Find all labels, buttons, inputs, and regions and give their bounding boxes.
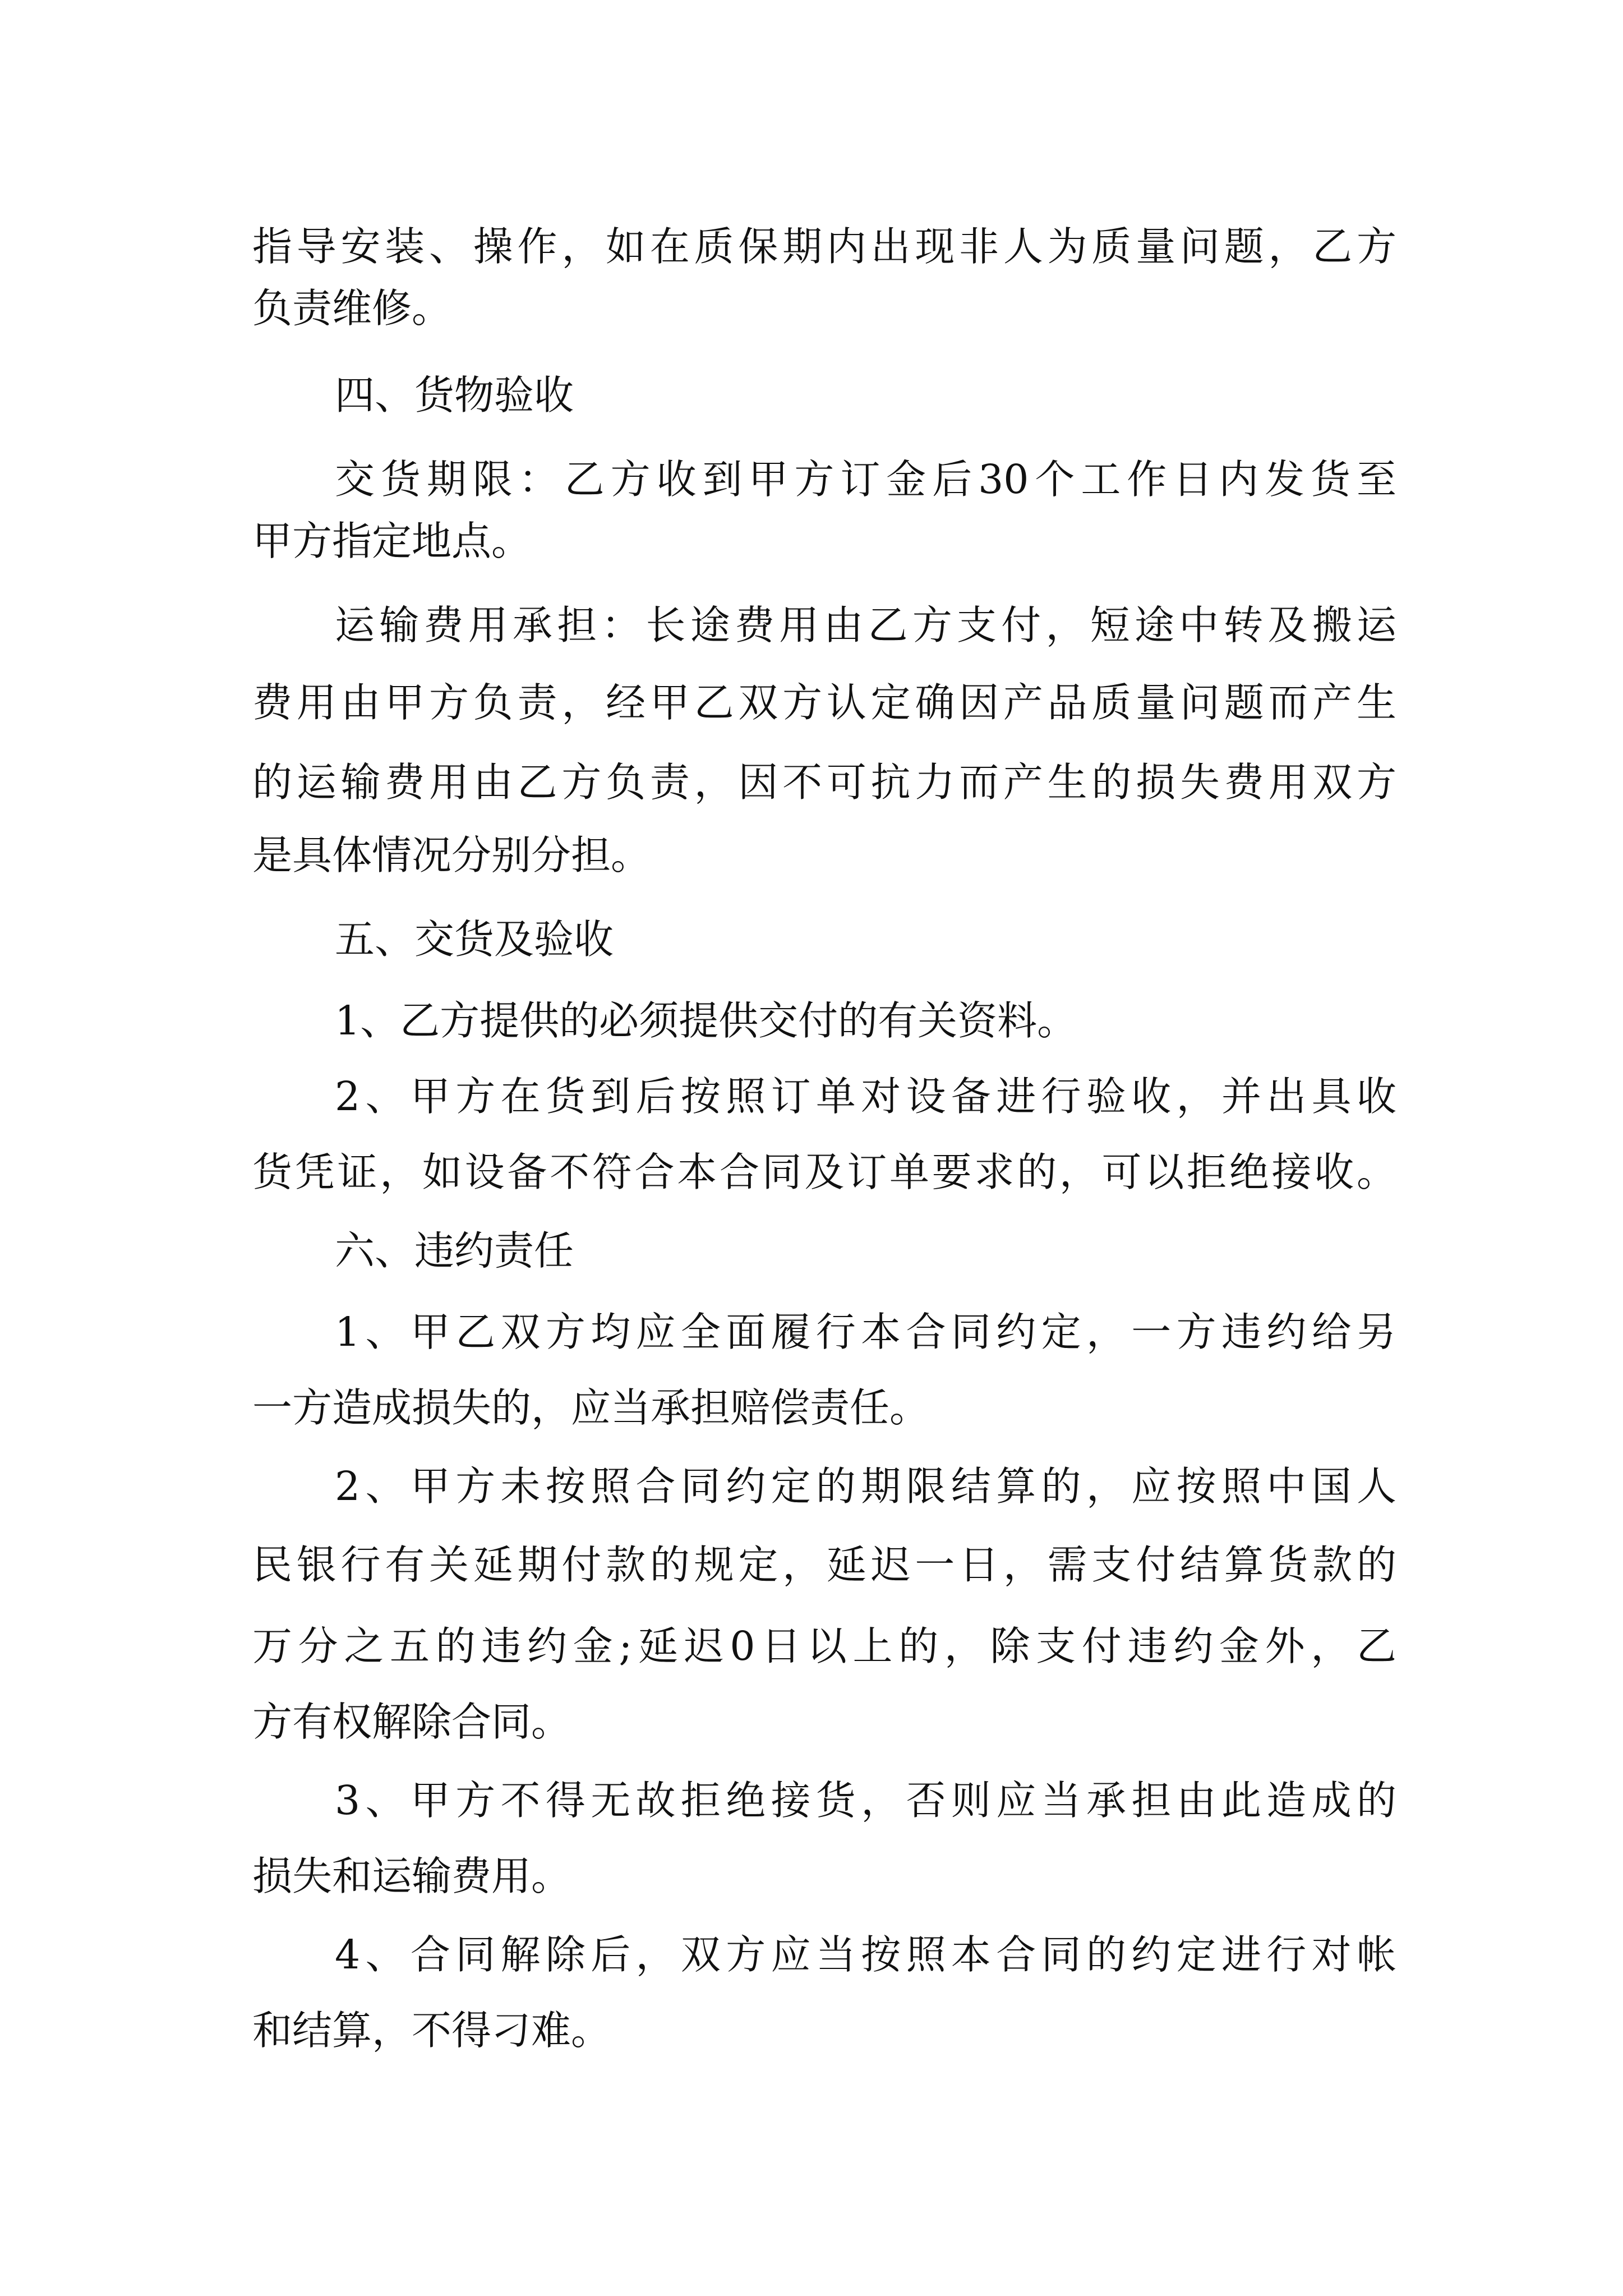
paragraph-line: 指导安装、操作，如在质保期内出现非人为质量问题，乙方: [252, 223, 1396, 270]
paragraph-line: 一方造成损失的，应当承担赔偿责任。: [252, 1384, 930, 1431]
paragraph-line: 和结算，不得刁难。: [252, 2007, 611, 2054]
paragraph-line: 1、乙方提供的必须提供交付的有关资料。: [335, 997, 1077, 1044]
paragraph-line: 是具体情况分别分担。: [252, 832, 651, 878]
paragraph-line: 运输费用承担：长途费用由乙方支付，短途中转及搬运: [335, 602, 1396, 648]
paragraph-line: 的运输费用由乙方负责，因不可抗力而产生的损失费用双方: [252, 759, 1396, 806]
paragraph-line: 费用由甲方负责，经甲乙双方认定确因产品质量问题而产生: [252, 679, 1396, 726]
section-heading-delivery-acceptance: 五、交货及验收: [335, 916, 614, 963]
paragraph-line: 负责维修。: [252, 285, 452, 332]
paragraph-line: 交货期限：乙方收到甲方订金后30个工作日内发货至: [335, 456, 1396, 503]
paragraph-line: 货凭证，如设备不符合本合同及订单要求的，可以拒绝接收。: [252, 1149, 1396, 1195]
paragraph-line: 4、合同解除后，双方应当按照本合同的约定进行对帐: [335, 1931, 1396, 1978]
paragraph-line: 损失和运输费用。: [252, 1853, 571, 1899]
paragraph-line: 2、甲方在货到后按照订单对设备进行验收，并出具收: [335, 1073, 1396, 1120]
section-heading-goods-acceptance: 四、货物验收: [335, 372, 574, 418]
paragraph-line: 民银行有关延期付款的规定，延迟一日，需支付结算货款的: [252, 1542, 1396, 1588]
paragraph-line: 万分之五的违约金;延迟0日以上的，除支付违约金外，乙: [252, 1623, 1396, 1669]
paragraph-line: 3、甲方不得无故拒绝接货，否则应当承担由此造成的: [335, 1777, 1396, 1824]
paragraph-line: 方有权解除合同。: [252, 1699, 571, 1745]
section-heading-breach-liability: 六、违约责任: [335, 1227, 574, 1274]
paragraph-line: 2、甲方未按照合同约定的期限结算的，应按照中国人: [335, 1463, 1396, 1510]
paragraph-line: 1、甲乙双方均应全面履行本合同约定，一方违约给另: [335, 1309, 1396, 1355]
paragraph-line: 甲方指定地点。: [252, 518, 532, 564]
